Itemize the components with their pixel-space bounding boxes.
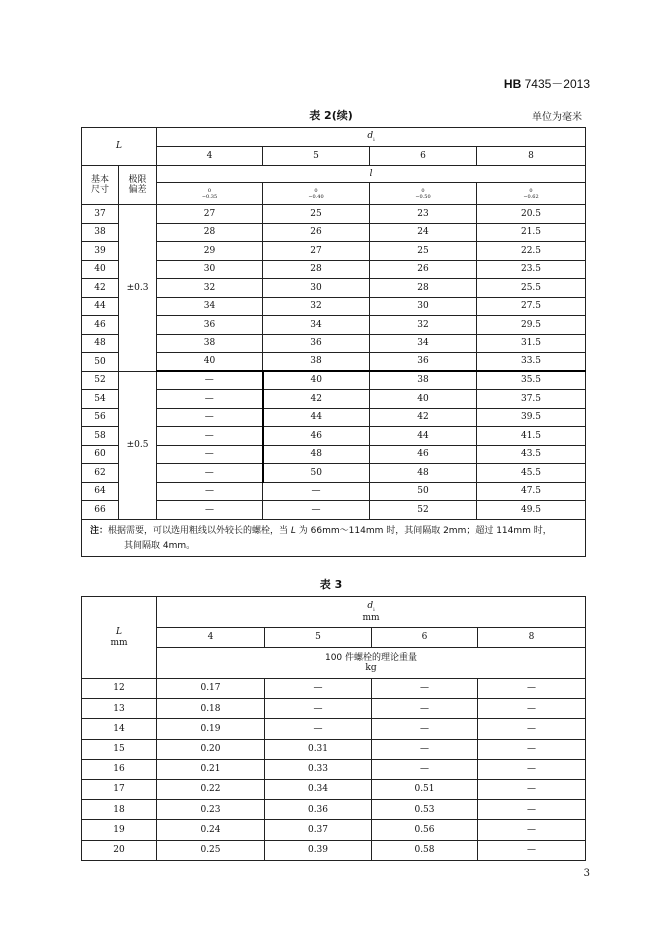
table-row <box>82 427 586 446</box>
grip-length-cell: 32 <box>157 279 263 298</box>
weight-cell: 0.39 <box>265 840 372 860</box>
weight-cell: 0.18 <box>157 699 265 719</box>
table-row <box>82 297 586 316</box>
basic-length-cell: 48 <box>82 334 119 353</box>
grip-length-cell: 27 <box>157 205 263 224</box>
header-length-L-mm: L mm <box>82 597 157 679</box>
table-row <box>82 501 586 520</box>
weight-cell: 0.58 <box>372 840 478 860</box>
weight-cell: 0.21 <box>157 759 265 779</box>
table3-caption: 表 3 <box>319 578 343 591</box>
weight-cell: 0.22 <box>157 779 265 799</box>
diameter-header: 8 <box>478 628 586 648</box>
weight-cell: 0.20 <box>157 739 265 759</box>
diameter-header: 6 <box>372 628 478 648</box>
limit-deviation-cell: ±0.5 <box>119 371 157 519</box>
grip-length-cell: 23.5 <box>477 260 586 279</box>
table3 <box>81 596 586 861</box>
grip-length-cell: 27.5 <box>477 297 586 316</box>
length-cell: 19 <box>82 820 157 840</box>
grip-length-cell: 36 <box>157 316 263 335</box>
weight-cell: — <box>478 739 586 759</box>
grip-length-cell: 28 <box>263 260 370 279</box>
basic-length-cell: 42 <box>82 279 119 298</box>
grip-length-cell: 35.5 <box>477 371 586 390</box>
weight-cell: — <box>372 719 478 739</box>
table-row <box>82 759 586 779</box>
grip-length-cell: 48 <box>370 464 477 483</box>
weight-cell: 0.53 <box>372 800 478 820</box>
grip-length-cell: 28 <box>370 279 477 298</box>
table2-note: 注：根据需要，可以选用粗线以外较长的螺栓，当 L 为 66mm～114mm 时，其间隔取 2mm；超过 114mm 时， 其间隔取 4mm。 <box>82 519 586 556</box>
basic-length-cell: 58 <box>82 427 119 446</box>
basic-length-cell: 40 <box>82 260 119 279</box>
table-row <box>82 242 586 261</box>
weight-cell: 0.36 <box>265 800 372 820</box>
table-row <box>82 316 586 335</box>
table-row <box>82 739 586 759</box>
length-cell: 17 <box>82 779 157 799</box>
grip-length-cell: 34 <box>370 334 477 353</box>
grip-length-cell: 44 <box>263 408 370 427</box>
basic-length-cell: 60 <box>82 445 119 464</box>
grip-length-cell: 36 <box>263 334 370 353</box>
grip-length-cell: 25 <box>263 205 370 224</box>
basic-length-cell: 38 <box>82 223 119 242</box>
grip-length-cell: 36 <box>370 353 477 372</box>
grip-length-cell: 37.5 <box>477 390 586 409</box>
basic-length-cell: 39 <box>82 242 119 261</box>
grip-length-cell: 30 <box>263 279 370 298</box>
table-row <box>82 279 586 298</box>
grip-length-cell: 30 <box>370 297 477 316</box>
header-theoretical-weight: 100 件螺栓的理论重量 kg <box>157 648 586 679</box>
grip-length-cell: — <box>157 408 263 427</box>
basic-length-cell: 37 <box>82 205 119 224</box>
grip-length-cell: 40 <box>157 353 263 372</box>
length-cell: 12 <box>82 679 157 699</box>
weight-cell: 0.25 <box>157 840 265 860</box>
grip-length-cell: 38 <box>370 371 477 390</box>
grip-length-cell: 39.5 <box>477 408 586 427</box>
weight-cell: 0.37 <box>265 820 372 840</box>
weight-cell: — <box>372 699 478 719</box>
weight-cell: — <box>265 699 372 719</box>
table2 <box>81 127 586 557</box>
grip-length-cell: 29.5 <box>477 316 586 335</box>
grip-length-cell: 50 <box>263 464 370 483</box>
diameter-header: 5 <box>265 628 372 648</box>
tolerance-cell: 0 −0.35 <box>157 183 263 205</box>
weight-cell: 0.51 <box>372 779 478 799</box>
table-row <box>82 679 586 699</box>
grip-length-cell: 32 <box>263 297 370 316</box>
grip-length-cell: 43.5 <box>477 445 586 464</box>
grip-length-cell: 21.5 <box>477 223 586 242</box>
table-row <box>82 445 586 464</box>
weight-cell: 0.24 <box>157 820 265 840</box>
grip-length-cell: 49.5 <box>477 501 586 520</box>
grip-length-cell: 33.5 <box>477 353 586 372</box>
basic-length-cell: 62 <box>82 464 119 483</box>
grip-length-cell: — <box>263 501 370 520</box>
diameter-header: 5 <box>263 147 370 166</box>
grip-length-cell: 32 <box>370 316 477 335</box>
grip-length-cell: — <box>157 390 263 409</box>
grip-length-cell: 44 <box>370 427 477 446</box>
table-row <box>82 820 586 840</box>
basic-length-cell: 52 <box>82 371 119 390</box>
weight-cell: — <box>478 719 586 739</box>
limit-deviation-cell: ±0.3 <box>119 205 157 372</box>
grip-length-cell: 40 <box>370 390 477 409</box>
weight-cell: — <box>372 679 478 699</box>
grip-length-cell: 34 <box>157 297 263 316</box>
header-length-L: L <box>82 128 157 166</box>
tolerance-cell: 0 −0.62 <box>477 183 586 205</box>
grip-length-cell: 25 <box>370 242 477 261</box>
grip-length-cell: — <box>157 427 263 446</box>
grip-length-cell: 28 <box>157 223 263 242</box>
weight-cell: — <box>478 820 586 840</box>
grip-length-cell: — <box>157 464 263 483</box>
weight-cell: — <box>478 800 586 820</box>
table-row <box>82 408 586 427</box>
basic-length-cell: 56 <box>82 408 119 427</box>
grip-length-cell: 40 <box>263 371 370 390</box>
table-row <box>82 260 586 279</box>
table-row <box>82 840 586 860</box>
weight-cell: 0.33 <box>265 759 372 779</box>
table-row <box>82 779 586 799</box>
document-code: HB 7435－2013 <box>503 77 590 91</box>
weight-cell: 0.31 <box>265 739 372 759</box>
header-limit-deviation: 极限 偏差 <box>119 166 157 205</box>
table-row <box>82 464 586 483</box>
diameter-header: 6 <box>370 147 477 166</box>
basic-length-cell: 66 <box>82 501 119 520</box>
grip-length-cell: — <box>263 482 370 501</box>
grip-length-cell: 42 <box>370 408 477 427</box>
length-cell: 15 <box>82 739 157 759</box>
grip-length-cell: — <box>157 501 263 520</box>
grip-length-cell: 31.5 <box>477 334 586 353</box>
grip-length-cell: 23 <box>370 205 477 224</box>
table-row <box>82 719 586 739</box>
weight-cell: — <box>265 719 372 739</box>
grip-length-cell: — <box>157 445 263 464</box>
grip-length-cell: — <box>157 371 263 390</box>
header-diameter-di: $d_i$ <box>157 128 586 147</box>
header-diameter-di-mm: $d_i$ mm <box>157 597 586 628</box>
table-row <box>82 334 586 353</box>
table-row <box>82 205 586 224</box>
header-basic-size: 基本 尺寸 <box>82 166 119 205</box>
weight-cell: 0.34 <box>265 779 372 799</box>
length-cell: 13 <box>82 699 157 719</box>
diameter-header: 4 <box>157 628 265 648</box>
table-row <box>82 482 586 501</box>
table-row <box>82 371 586 390</box>
weight-cell: — <box>372 739 478 759</box>
grip-length-cell: 27 <box>263 242 370 261</box>
basic-length-cell: 46 <box>82 316 119 335</box>
grip-length-cell: 45.5 <box>477 464 586 483</box>
tolerance-cell: 0 −0.40 <box>263 183 370 205</box>
table-row <box>82 390 586 409</box>
length-cell: 16 <box>82 759 157 779</box>
grip-length-cell: 30 <box>157 260 263 279</box>
grip-length-cell: 38 <box>157 334 263 353</box>
grip-length-cell: 50 <box>370 482 477 501</box>
grip-length-cell: 42 <box>263 390 370 409</box>
weight-cell: 0.23 <box>157 800 265 820</box>
length-cell: 20 <box>82 840 157 860</box>
weight-cell: — <box>478 759 586 779</box>
grip-length-cell: 24 <box>370 223 477 242</box>
basic-length-cell: 50 <box>82 353 119 372</box>
grip-length-cell: 41.5 <box>477 427 586 446</box>
grip-length-cell: 26 <box>263 223 370 242</box>
grip-length-cell: — <box>157 482 263 501</box>
table-row <box>82 353 586 372</box>
table-row <box>82 699 586 719</box>
weight-cell: — <box>478 840 586 860</box>
length-cell: 14 <box>82 719 157 739</box>
page-number: 3 <box>583 868 590 879</box>
table-row <box>82 800 586 820</box>
grip-length-cell: 29 <box>157 242 263 261</box>
grip-length-cell: 34 <box>263 316 370 335</box>
grip-length-cell: 46 <box>263 427 370 446</box>
grip-length-cell: 38 <box>263 353 370 372</box>
weight-cell: — <box>478 699 586 719</box>
weight-cell: — <box>478 679 586 699</box>
diameter-header: 4 <box>157 147 263 166</box>
grip-length-cell: 47.5 <box>477 482 586 501</box>
weight-cell: 0.19 <box>157 719 265 739</box>
grip-length-cell: 46 <box>370 445 477 464</box>
weight-cell: — <box>265 679 372 699</box>
grip-length-cell: 22.5 <box>477 242 586 261</box>
weight-cell: — <box>372 759 478 779</box>
grip-length-cell: 20.5 <box>477 205 586 224</box>
weight-cell: — <box>478 779 586 799</box>
grip-length-cell: 26 <box>370 260 477 279</box>
length-cell: 18 <box>82 800 157 820</box>
table-row <box>82 223 586 242</box>
diameter-header: 8 <box>477 147 586 166</box>
grip-length-cell: 52 <box>370 501 477 520</box>
header-grip-length-l: l <box>157 166 586 183</box>
basic-length-cell: 44 <box>82 297 119 316</box>
weight-cell: 0.17 <box>157 679 265 699</box>
basic-length-cell: 64 <box>82 482 119 501</box>
grip-length-cell: 25.5 <box>477 279 586 298</box>
table2-unit: 单位为毫米 <box>532 112 582 123</box>
tolerance-cell: 0 −0.50 <box>370 183 477 205</box>
basic-length-cell: 54 <box>82 390 119 409</box>
grip-length-cell: 48 <box>263 445 370 464</box>
weight-cell: 0.56 <box>372 820 478 840</box>
table2-caption: 表 2(续) <box>309 109 353 122</box>
